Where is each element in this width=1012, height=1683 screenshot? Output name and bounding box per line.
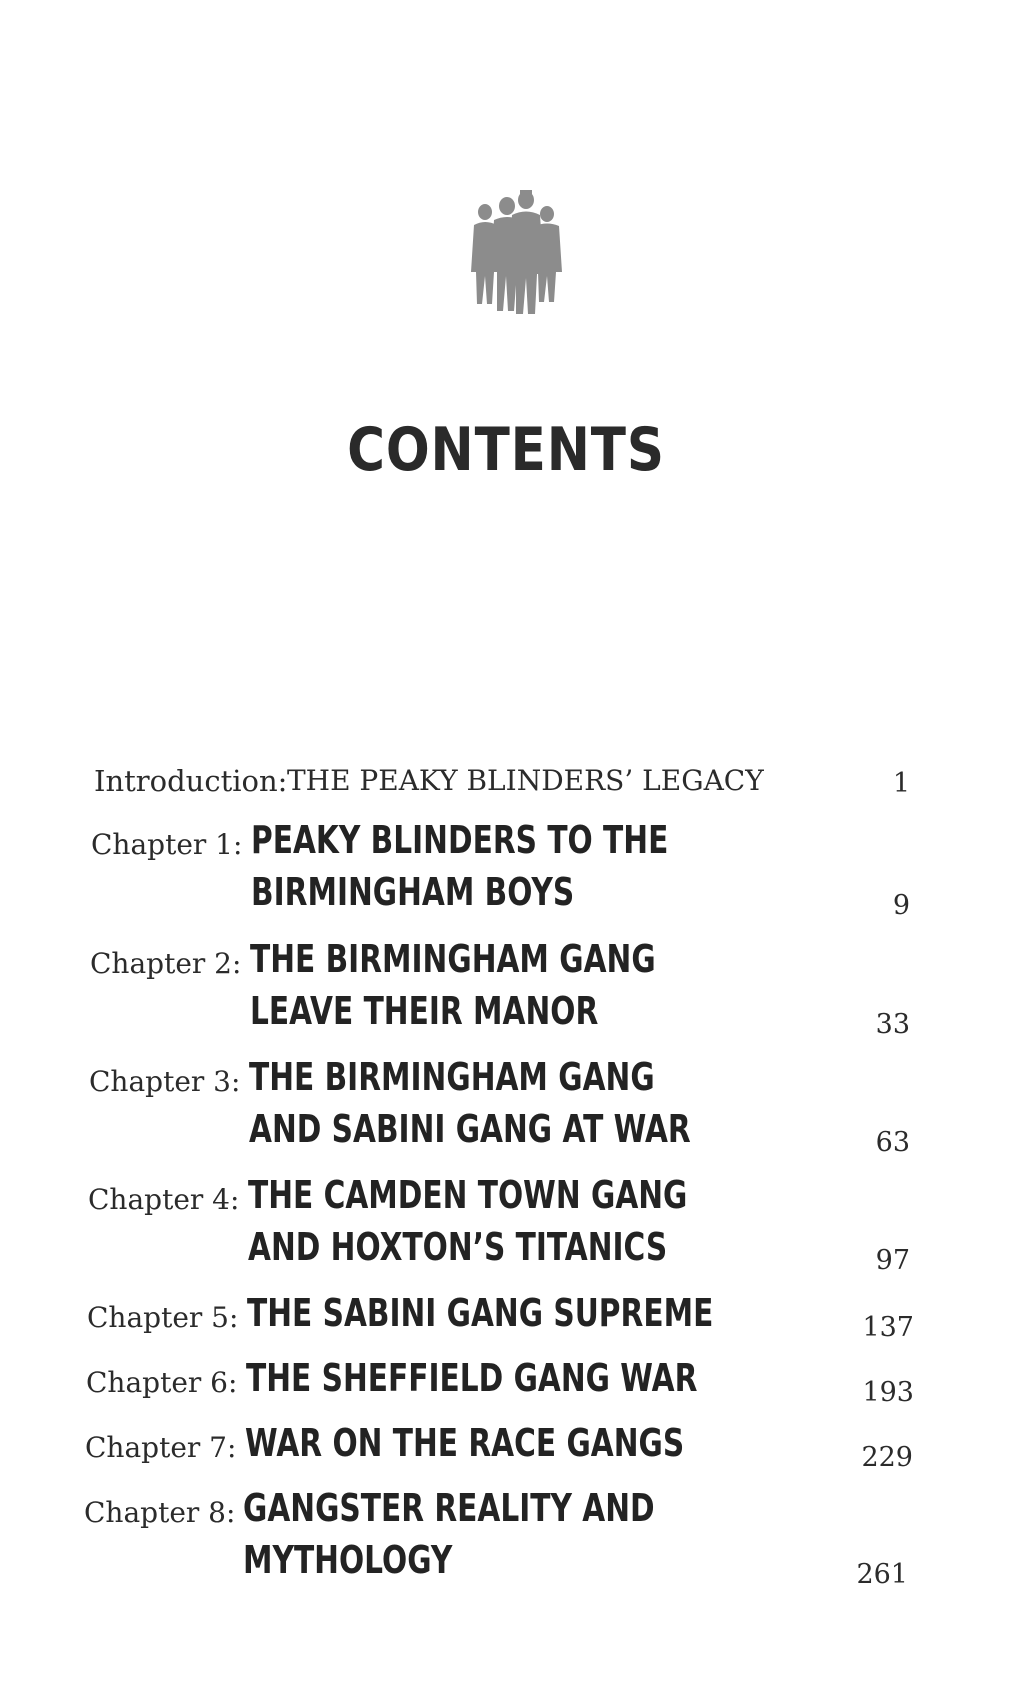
chapter-page-number: 33 xyxy=(875,1009,910,1040)
chapter-page-number: 137 xyxy=(862,1312,914,1343)
chapter-page-number: 261 xyxy=(856,1559,908,1590)
chapter-title-line: THE BIRMINGHAM GANG xyxy=(250,937,656,981)
chapter-label: Chapter 7: xyxy=(85,1431,237,1464)
chapter-label: Chapter 8: xyxy=(84,1496,236,1529)
chapter-title-line: THE CAMDEN TOWN GANG xyxy=(248,1173,688,1217)
chapter-title-line: GANGSTER REALITY AND xyxy=(243,1486,655,1530)
introduction-page-number: 1 xyxy=(892,768,910,799)
chapter-title-line: AND HOXTON’S TITANICS xyxy=(248,1225,668,1269)
chapter-label: Chapter 1: xyxy=(91,828,243,861)
chapter-title-line: THE SABINI GANG SUPREME xyxy=(247,1291,714,1335)
chapter-page-number: 193 xyxy=(862,1377,914,1408)
chapter-page-number: 97 xyxy=(875,1245,910,1276)
introduction-label: Introduction: xyxy=(94,764,288,798)
chapter-label: Chapter 4: xyxy=(88,1183,240,1216)
chapter-page-number: 9 xyxy=(892,890,910,921)
chapter-label: Chapter 2: xyxy=(90,947,242,980)
chapter-page-number: 229 xyxy=(861,1442,913,1473)
chapter-label: Chapter 6: xyxy=(86,1366,238,1399)
chapter-title-line: WAR ON THE RACE GANGS xyxy=(245,1421,685,1465)
chapter-label: Chapter 5: xyxy=(87,1301,239,1334)
chapter-page-number: 63 xyxy=(875,1127,910,1158)
chapter-title-line: PEAKY BLINDERS TO THE xyxy=(251,818,669,862)
chapter-title-line: THE SHEFFIELD GANG WAR xyxy=(246,1356,698,1400)
introduction-title: THE PEAKY BLINDERS’ LEGACY xyxy=(287,764,764,797)
chapter-title-line: AND SABINI GANG AT WAR xyxy=(249,1107,691,1151)
chapter-label: Chapter 3: xyxy=(89,1065,241,1098)
chapter-title-line: BIRMINGHAM BOYS xyxy=(251,870,575,914)
chapter-title-line: THE BIRMINGHAM GANG xyxy=(249,1055,655,1099)
chapter-title-line: LEAVE THEIR MANOR xyxy=(250,989,599,1033)
chapter-title-line: MYTHOLOGY xyxy=(243,1538,453,1582)
page-title: CONTENTS xyxy=(347,415,665,485)
